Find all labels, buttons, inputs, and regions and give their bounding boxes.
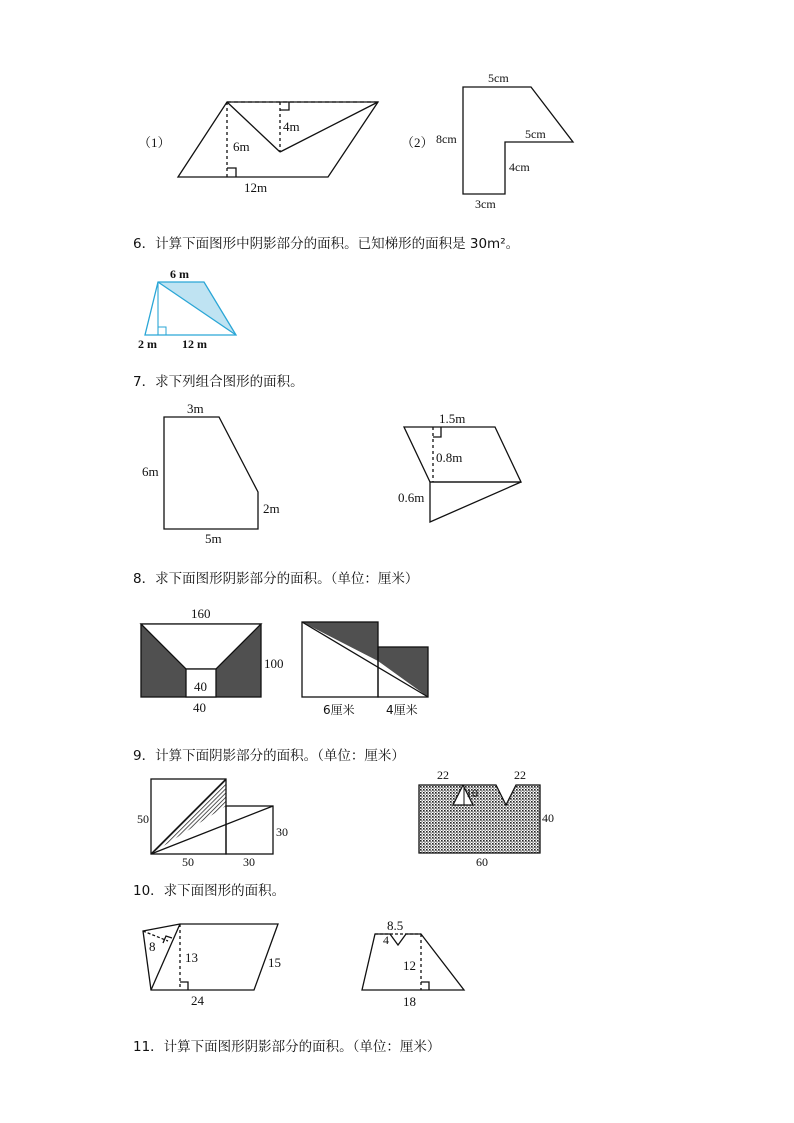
f9a-right-label: 30 xyxy=(276,825,288,839)
f10a-right-label: 15 xyxy=(268,955,281,970)
f6-top-label: 6 m xyxy=(170,267,189,281)
question-6: 6．计算下面图形中阴影部分的面积。已知梯形的面积是 30m²。 xyxy=(133,236,520,252)
f7a-left-label: 6m xyxy=(142,464,159,479)
f9b-tl-label: 22 xyxy=(437,768,449,782)
figure-5-label-2: （2） xyxy=(401,135,434,150)
f7a-right-label: 2m xyxy=(263,501,280,516)
f10b-height-label: 12 xyxy=(403,958,416,973)
f9b-bottom-label: 60 xyxy=(476,855,488,869)
f8a-right-label: 100 xyxy=(264,656,284,671)
figure-9b-shaded xyxy=(419,785,540,853)
f6-b2-label: 12 m xyxy=(182,337,207,351)
f10a-height-label: 13 xyxy=(185,950,198,965)
question-9: 9．计算下面阴影部分的面积。（单位：厘米） xyxy=(133,748,405,764)
f7b-top-label: 1.5m xyxy=(439,411,466,426)
figure-7a-composite xyxy=(164,417,258,529)
f9b-tr-label: 22 xyxy=(514,768,526,782)
f5-2-bottom-label: 3cm xyxy=(475,197,496,211)
figure-10a-composite xyxy=(143,924,278,990)
f8a-inner-label: 40 xyxy=(194,679,207,694)
f7b-left-label: 0.6m xyxy=(398,490,425,505)
f5-1-base-label: 12m xyxy=(244,180,268,195)
f7a-bottom-label: 5m xyxy=(205,531,222,546)
f9b-mid-label: 10 xyxy=(466,786,478,800)
figure-8b-shaded xyxy=(302,622,428,697)
f9a-bottom1-label: 50 xyxy=(182,855,194,869)
question-8: 8．求下面图形阴影部分的面积。（单位：厘米） xyxy=(133,571,419,587)
f10a-slant-label: 8 xyxy=(149,939,156,954)
f5-2-left-label: 8cm xyxy=(436,132,457,146)
figure-5-1-parallelogram xyxy=(178,102,378,177)
f6-b1-label: 2 m xyxy=(138,337,157,351)
f5-1-height-label: 6m xyxy=(233,139,250,154)
f5-1-triangle-height-label: 4m xyxy=(283,119,300,134)
f5-2-inner-label: 4cm xyxy=(509,160,530,174)
f8b-w2-label: 4厘米 xyxy=(386,703,418,717)
figure-7b-composite xyxy=(404,427,521,522)
f9a-bottom2-label: 30 xyxy=(243,855,255,869)
f5-2-mid-label: 5cm xyxy=(525,127,546,141)
question-7: 7．求下列组合图形的面积。 xyxy=(133,374,304,390)
f7b-height-label: 0.8m xyxy=(436,450,463,465)
f10b-base-label: 18 xyxy=(403,994,416,1009)
f10a-base-label: 24 xyxy=(191,993,204,1008)
f9a-side-label: 50 xyxy=(137,812,149,826)
figure-5-label-1: （1） xyxy=(138,135,171,150)
figure-5-2-composite xyxy=(463,87,573,194)
figure-9a-shaded xyxy=(151,779,273,854)
figure-6-trapezoid xyxy=(145,282,236,335)
f5-2-top-label: 5cm xyxy=(488,71,509,85)
question-11: 11．计算下面图形阴影部分的面积。（单位：厘米） xyxy=(133,1039,441,1055)
question-10: 10．求下面图形的面积。 xyxy=(133,883,286,899)
f7a-top-label: 3m xyxy=(187,401,204,416)
f8a-bottom-label: 40 xyxy=(193,700,206,715)
f9b-right-label: 40 xyxy=(542,811,554,825)
f10b-top-label: 8.5 xyxy=(387,918,404,933)
f8a-top-label: 160 xyxy=(191,606,211,621)
f10b-small-label: 4 xyxy=(383,933,389,947)
f8b-w1-label: 6厘米 xyxy=(323,703,355,717)
